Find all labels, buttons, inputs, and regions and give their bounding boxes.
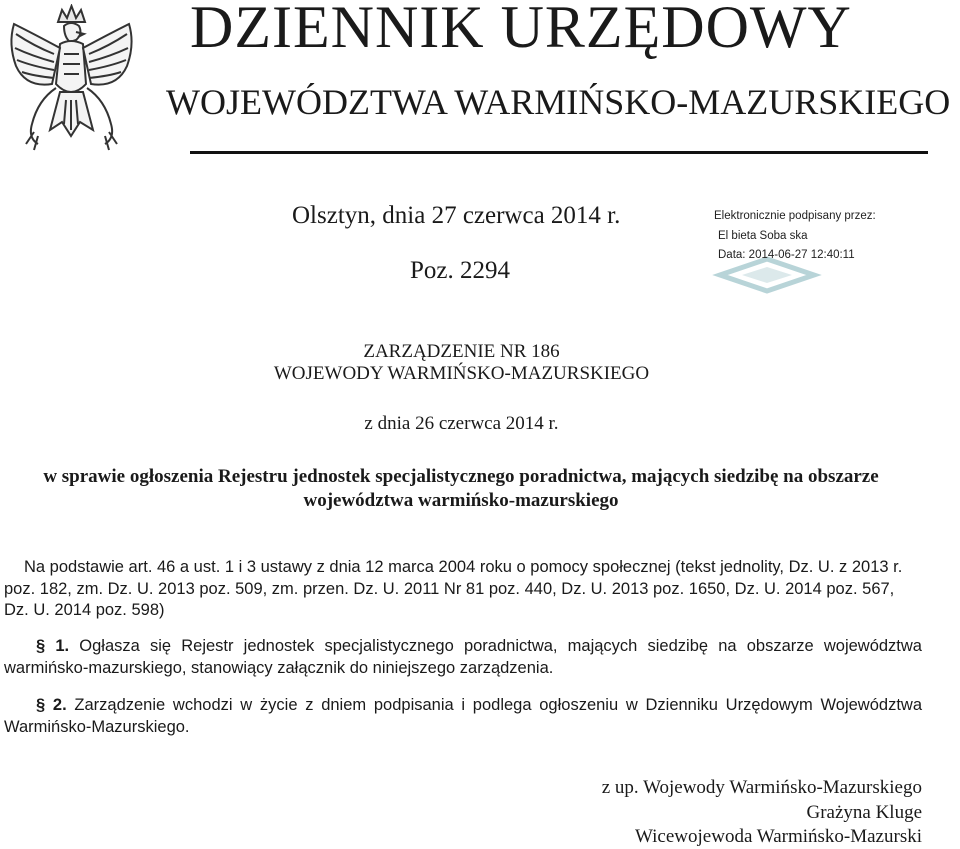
act-subject: w sprawie ogłoszenia Rejestru jednostek specjalistycznego poradnictwa, mających siedzibę na obszarze województwa warmińsko-mazurskiego	[43, 466, 879, 511]
legal-basis-paragraph: Na podstawie art. 46 a ust. 1 i 3 ustawy z dnia 12 marca 2004 roku o pomocy społecznej (tekst jednolity, Dz. U. z 2013 r. poz. 182, zm. Dz. U. 2013 poz. 509, zm. przen. Dz. U. 2011 Nr 81 poz. 440, Dz. U. 2013 poz. 1650, Dz. U. 2014 poz. 567, Dz. U. 2014 poz. 598)	[4, 558, 903, 619]
e-signature-signer: El bieta Soba ska	[718, 230, 808, 242]
journal-subtitle: WOJEWÓDZTWA WARMIŃSKO-MAZURSKIEGO	[166, 82, 951, 122]
position-number: Poz. 2294	[410, 257, 510, 284]
journal-title: DZIENNIK URZĘDOWY	[190, 0, 852, 60]
act-date: z dnia 26 czerwca 2014 r.	[364, 413, 559, 434]
paragraph-1-mark: § 1.	[36, 637, 70, 655]
paragraph-1-text: Ogłasza się Rejestr jednostek specjalistycznego poradnictwa, mających siedzibę na obszarze województwa warmińsko-mazurskiego, stanowiący załącznik do niniejszego zarządzenia.	[4, 637, 922, 677]
paragraph-2	[4, 695, 922, 738]
signatory-authority: z up. Wojewody Warmińsko-Mazurskiego	[601, 777, 922, 798]
paragraph-1	[4, 636, 922, 679]
paragraph-2-text: Zarządzenie wchodzi w życie z dniem podpisania i podlega ogłoszeniu w Dzienniku Urzędowym Województwa Warmińsko-Mazurskiego.	[4, 696, 922, 736]
e-signature-label: Elektronicznie podpisany przez:	[714, 210, 876, 222]
signatory-title: Wicewojewoda Warmińsko-Mazurski	[634, 826, 922, 847]
e-signature-date: Data: 2014-06-27 12:40:11	[718, 249, 855, 261]
place-and-date: Olsztyn, dnia 27 czerwca 2014 r.	[292, 202, 621, 229]
header-divider	[190, 151, 928, 154]
act-issuer: WOJEWODY WARMIŃSKO-MAZURSKIEGO	[273, 363, 650, 384]
signatory-name: Grażyna Kluge	[806, 802, 922, 823]
act-title: ZARZĄDZENIE NR 186	[363, 341, 560, 362]
paragraph-2-mark: § 2.	[36, 696, 67, 714]
polish-eagle-emblem-icon	[4, 4, 139, 164]
